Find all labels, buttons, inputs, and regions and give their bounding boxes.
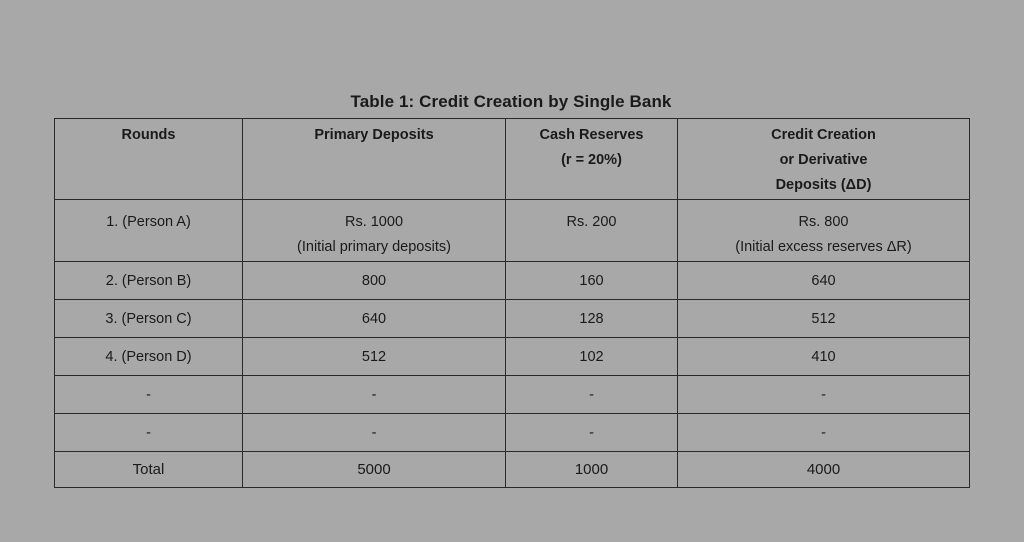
header-row [55,119,970,200]
cell-round: 2. (Person B) [55,262,243,300]
table-row [55,262,970,300]
cell-credit [678,200,970,262]
cell-credit: 640 [678,262,970,300]
cell-credit: - [678,376,970,414]
cell-round: 4. (Person D) [55,338,243,376]
cell-credit-value: Rs. 800 [798,214,849,230]
header-credit-line-2: or Derivative [779,152,868,168]
cell-primary: 640 [243,300,506,338]
cell-round: - [55,376,243,414]
cell-primary-note: (Initial primary deposits) [297,239,451,255]
cell-total-credit: 4000 [678,452,970,488]
header-credit-creation [678,119,970,200]
header-cash-reserves [506,119,678,200]
header-credit-line-1: Credit Creation [771,127,876,143]
cell-primary-value: Rs. 1000 [344,214,404,230]
header-credit-line-3: Deposits (ΔD) [775,177,872,193]
cell-primary: 512 [243,338,506,376]
cell-credit: 410 [678,338,970,376]
table-row [55,338,970,376]
cell-cash: - [506,376,678,414]
credit-creation-table [54,118,970,488]
cell-total-primary: 5000 [243,452,506,488]
cell-round: 3. (Person C) [55,300,243,338]
cell-credit: - [678,414,970,452]
cell-cash: Rs. 200 [506,200,678,262]
cell-cash: 102 [506,338,678,376]
cell-cash: 128 [506,300,678,338]
cell-round: - [55,414,243,452]
header-cash-reserves-rate: (r = 20%) [561,152,622,168]
table-caption: Table 1: Credit Creation by Single Bank [350,92,672,111]
cell-total-cash: 1000 [506,452,678,488]
cell-total-label: Total [55,452,243,488]
cell-primary: 800 [243,262,506,300]
cell-primary: - [243,376,506,414]
header-cash-reserves-title: Cash Reserves [539,127,644,143]
cell-round: 1. (Person A) [55,200,243,262]
table-row [55,200,970,262]
total-row [55,452,970,488]
cell-cash: - [506,414,678,452]
table-row [55,376,970,414]
cell-credit: 512 [678,300,970,338]
cell-primary [243,200,506,262]
cell-primary: - [243,414,506,452]
table-row [55,300,970,338]
table-row [55,414,970,452]
header-primary-deposits: Primary Deposits [243,119,506,200]
header-rounds: Rounds [55,119,243,200]
cell-cash: 160 [506,262,678,300]
cell-credit-note: (Initial excess reserves ΔR) [735,239,912,255]
